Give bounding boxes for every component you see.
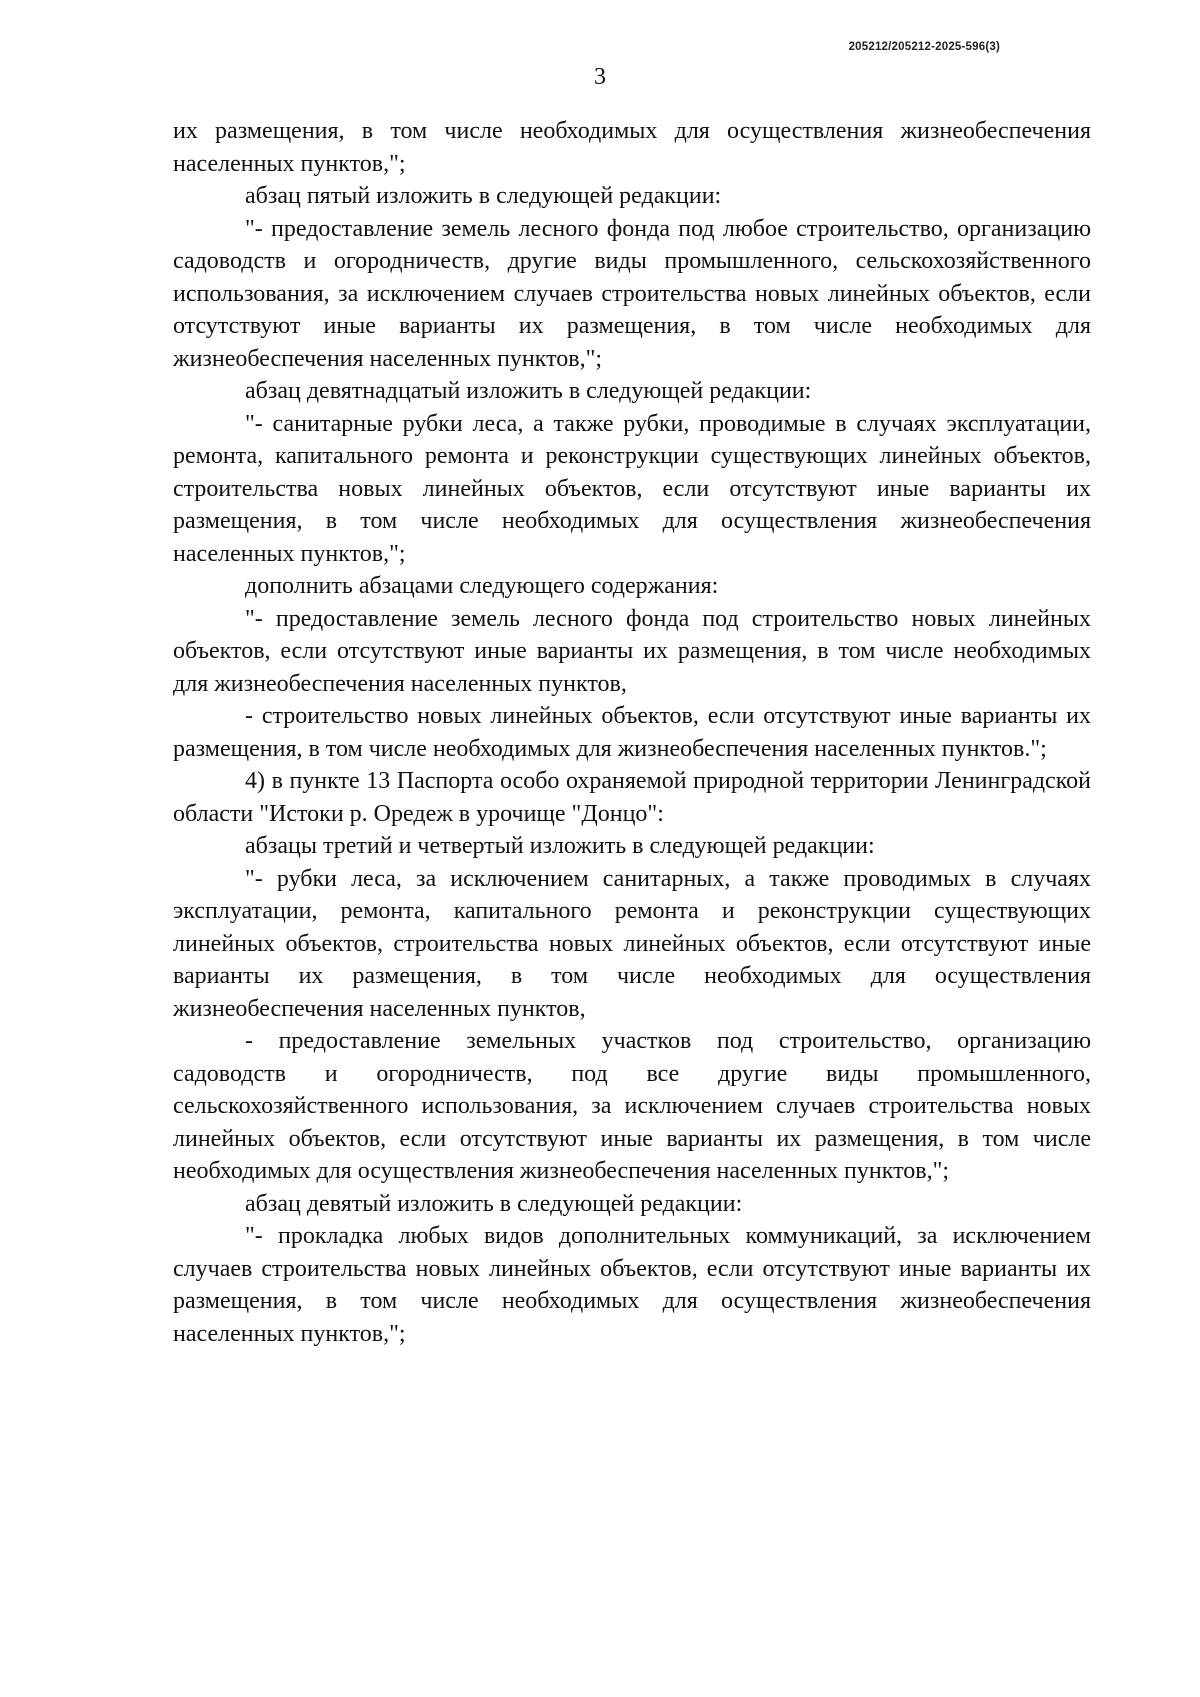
paragraph: абзацы третий и четвертый изложить в следующей редакции: — [245, 833, 875, 859]
paragraph: 4) в пункте 13 Паспорта особо охраняемой природной территории Ленинградской области "Истоки р. Оредеж в урочище "Донцо": — [173, 768, 1091, 827]
paragraph: "- прокладка любых видов дополнительных коммуникаций, за исключением случаев строительства новых линейных объектов, если отсутствуют иные варианты их размещения, в том числе необходимых для осуществления жизнеобеспечения населенных пунктов,"; — [173, 1223, 1091, 1347]
paragraph: - предоставление земельных участков под строительство, организацию садоводств и огородничеств, под все другие виды промышленного, сельскохозяйственного использования, за исключением случаев строительства новых линейных объектов, если отсутствуют иные варианты их размещения, в том числе необходимых для осуществления жизнеобеспечения населенных пунктов,"; — [173, 1028, 1091, 1184]
paragraph: абзац пятый изложить в следующей редакции: — [245, 183, 722, 209]
paragraph: дополнить абзацами следующего содержания: — [245, 573, 719, 599]
paragraph: "- предоставление земель лесного фонда под любое строительство, организацию садоводств и огородничеств, другие виды промышленного, сельскохозяйственного использования, за исключением случаев строительства новых линейных объектов, если отсутствуют иные варианты их размещения, в том числе необходимых для жизнеобеспечения населенных пунктов,"; — [173, 215, 1091, 372]
paragraph: "- предоставление земель лесного фонда под строительство новых линейных объектов, если отсутствуют иные варианты их размещения, в том числе необходимых для жизнеобеспечения населенных пунктов, — [173, 605, 1091, 697]
paragraph: их размещения, в том числе необходимых для осуществления жизнеобеспечения населенных пунктов,"; — [173, 118, 1091, 177]
document-body — [173, 115, 1091, 1350]
document-id: 205212/205212-2025-596(3) — [848, 41, 1000, 53]
page-number: 3 — [594, 64, 606, 90]
paragraph: абзац девятый изложить в следующей редакции: — [245, 1190, 743, 1217]
paragraph: - строительство новых линейных объектов, если отсутствуют иные варианты их размещения, в том числе необходимых для жизнеобеспечения населенных пунктов."; — [173, 703, 1091, 762]
paragraph: абзац девятнадцатый изложить в следующей редакции: — [245, 378, 812, 404]
paragraph: "- санитарные рубки леса, а также рубки, проводимые в случаях эксплуатации, ремонта, капитального ремонта и реконструкции существующих линейных объектов, строительства новых линейных объектов, если отсутствуют иные варианты их размещения, в том числе необходимых для осуществления жизнеобеспечения населенных пунктов,"; — [173, 410, 1091, 567]
paragraph: "- рубки леса, за исключением санитарных, а также проводимых в случаях эксплуатации, ремонта, капитального ремонта и реконструкции существующих линейных объектов, строительства новых линейных объектов, если отсутствуют иные варианты их размещения, в том числе необходимых для осуществления жизнеобеспечения населенных пунктов, — [173, 865, 1091, 1022]
